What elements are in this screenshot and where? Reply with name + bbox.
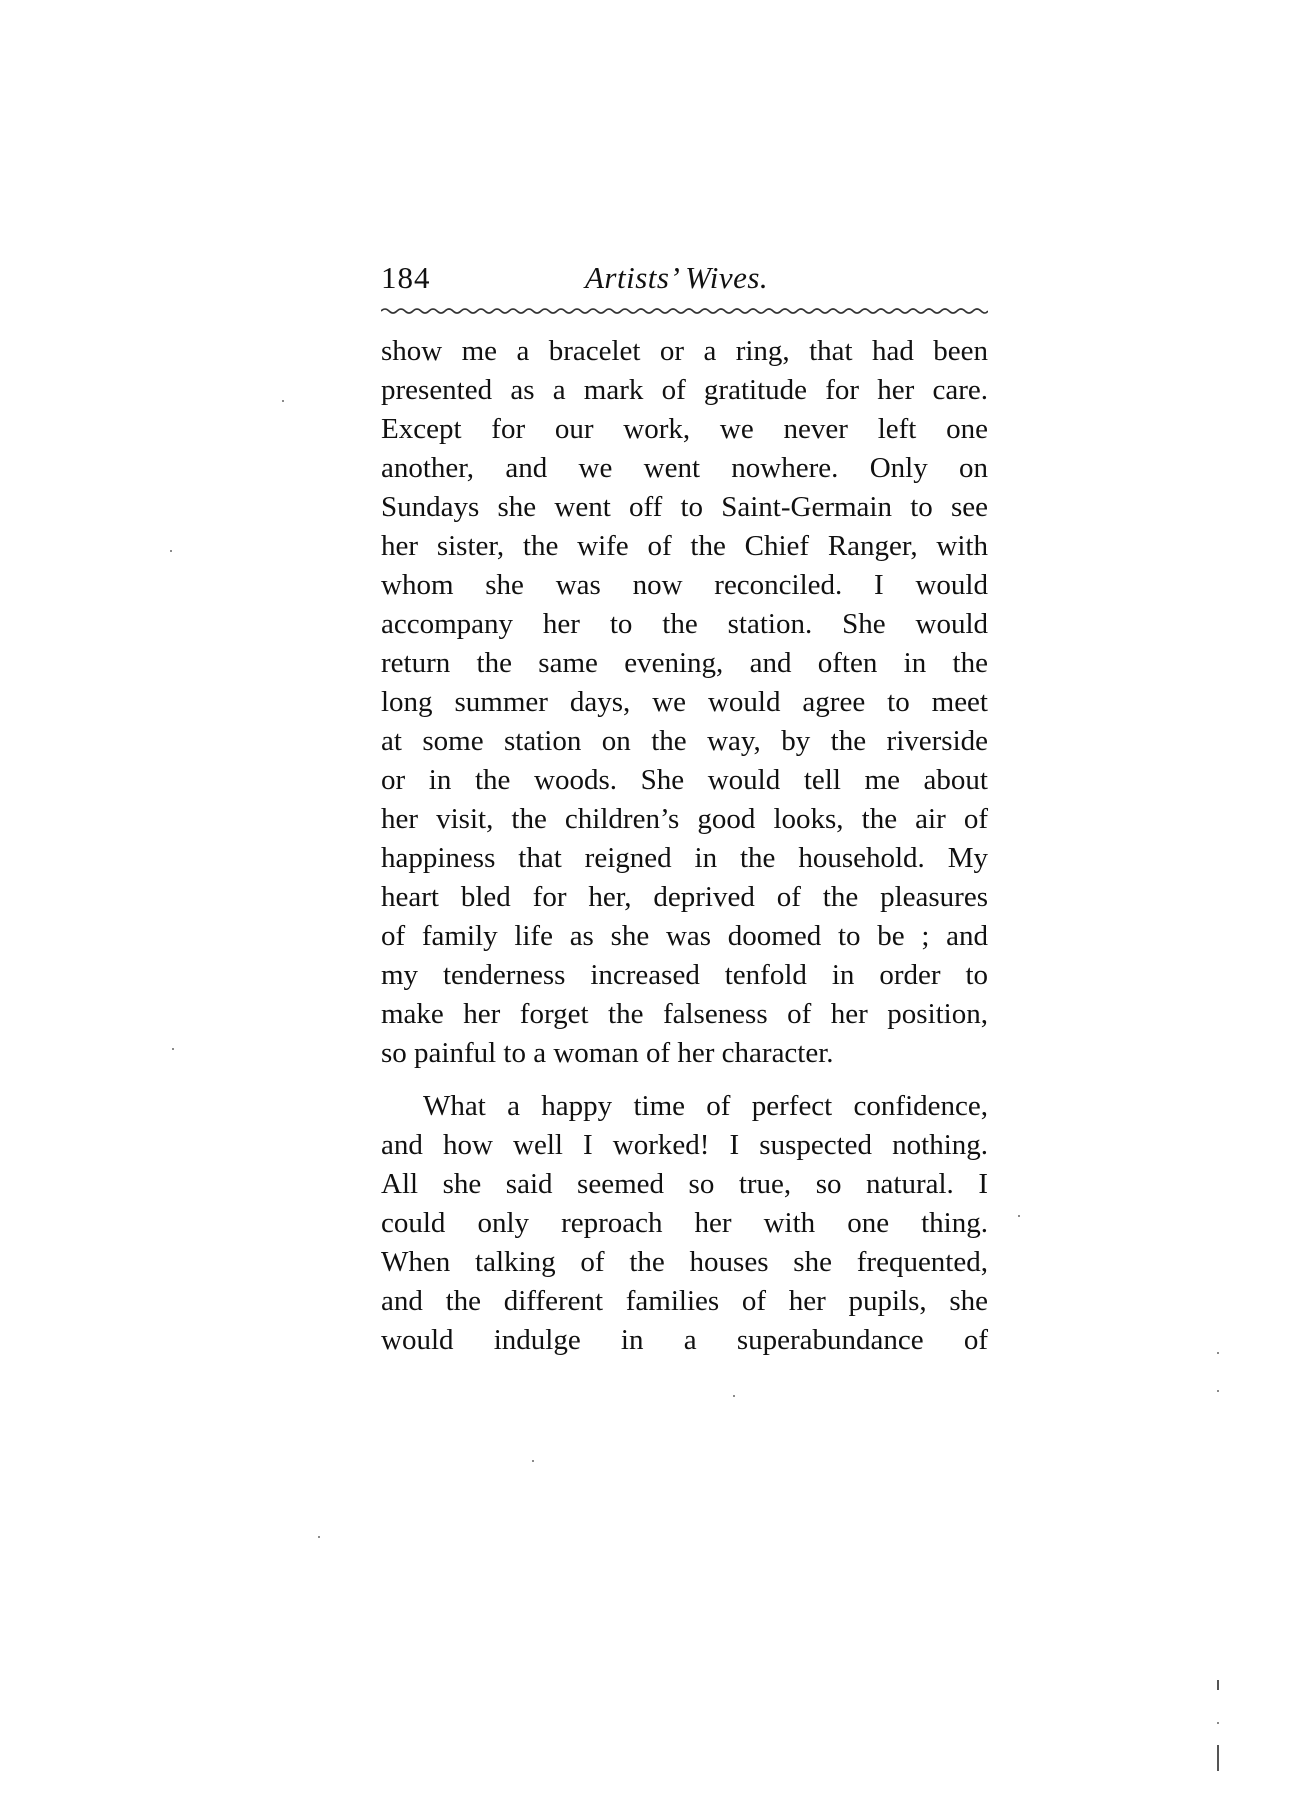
text-line: show me a bracelet or a ring, that had been — [381, 335, 988, 367]
text-line: another, and we went nowhere. Only on — [381, 452, 988, 484]
text-line: at some station on the way, by the riverside — [381, 725, 988, 757]
scan-speck — [733, 1395, 735, 1397]
scan-speck — [1217, 1390, 1219, 1392]
text-line: so painful to a woman of her character. — [381, 1037, 834, 1069]
text-line: What a happy time of perfect confidence, — [423, 1090, 988, 1122]
running-title: Artists’ Wives. — [585, 260, 769, 295]
text-line: make her forget the falseness of her position, — [381, 998, 988, 1030]
text-line: heart bled for her, deprived of the pleasures — [381, 881, 988, 913]
text-line: return the same evening, and often in the — [381, 647, 988, 679]
scan-speck — [1217, 1352, 1219, 1354]
text-line: long summer days, we would agree to meet — [381, 686, 988, 718]
scan-speck — [1018, 1215, 1020, 1217]
text-line: All she said seemed so true, so natural. I — [381, 1168, 988, 1200]
scan-speck — [282, 400, 284, 402]
text-line: could only reproach her with one thing. — [381, 1207, 988, 1239]
paragraph-gap — [381, 1073, 988, 1087]
page-header — [381, 260, 988, 302]
page-number: 184 — [381, 260, 431, 295]
text-line: Except for our work, we never left one — [381, 413, 988, 445]
text-line: whom she was now reconciled. I would — [381, 569, 988, 601]
text-line: of family life as she was doomed to be ; and — [381, 920, 988, 952]
scan-mark — [1217, 1680, 1219, 1690]
text-line: and the different families of her pupils, she — [381, 1285, 988, 1317]
text-line: would indulge in a superabundance of — [381, 1324, 988, 1356]
text-line: my tenderness increased tenfold in order to — [381, 959, 988, 991]
scan-speck — [1217, 1722, 1219, 1724]
text-line: Sundays she went off to Saint-Germain to see — [381, 491, 988, 523]
text-line: or in the woods. She would tell me about — [381, 764, 988, 796]
paragraph-1 — [381, 332, 988, 1073]
text-line: accompany her to the station. She would — [381, 608, 988, 640]
scan-speck — [318, 1536, 320, 1538]
text-line: presented as a mark of gratitude for her care. — [381, 374, 988, 406]
text-line: happiness that reigned in the household. My — [381, 842, 988, 874]
body-text — [381, 332, 988, 1360]
scan-speck — [172, 1048, 174, 1050]
header-wavy-rule — [381, 307, 988, 315]
text-line: and how well I worked! I suspected nothing. — [381, 1129, 988, 1161]
paragraph-2 — [381, 1087, 988, 1360]
scan-speck — [170, 550, 172, 552]
scan-speck — [532, 1460, 534, 1462]
scan-mark — [1217, 1745, 1219, 1771]
text-line: her visit, the children’s good looks, the air of — [381, 803, 988, 835]
text-line: When talking of the houses she frequented, — [381, 1246, 988, 1278]
text-line: her sister, the wife of the Chief Ranger, with — [381, 530, 988, 562]
